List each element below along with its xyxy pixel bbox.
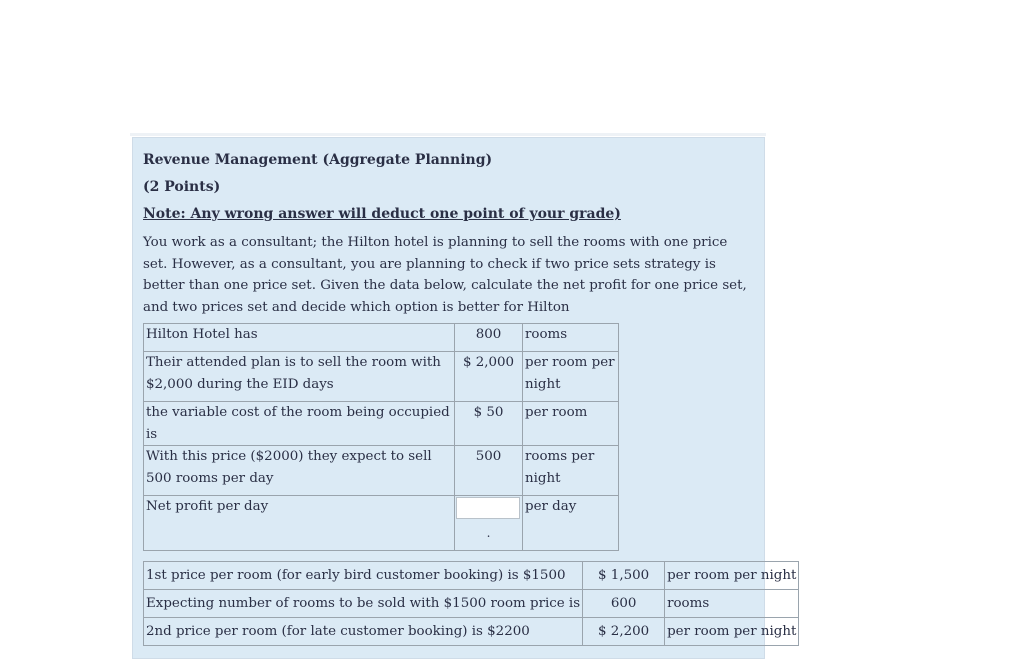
row-unit: rooms per night xyxy=(523,446,619,496)
row-value: $ 50 xyxy=(455,402,523,446)
answer-cell xyxy=(455,496,523,551)
row-unit: per room per night xyxy=(523,352,619,402)
table-row xyxy=(144,618,799,646)
row-label: With this price ($2000) they expect to sell 500 rooms per day xyxy=(144,446,455,496)
row-unit: per day xyxy=(523,496,619,551)
row-label: Hilton Hotel has xyxy=(144,324,455,352)
row-label: 1st price per room (for early bird customer booking) is $1500 xyxy=(144,562,583,590)
row-label: 2nd price per room (for late customer booking) is $2200 xyxy=(144,618,583,646)
row-value: 800 xyxy=(455,324,523,352)
question-text: You work as a consultant; the Hilton hotel is planning to sell the rooms with one price set. However, as a consultant, you are planning to check if two price sets strategy is better than one price set. Given the data below, calculate the net profit for one price set, and two prices set and decide which option is better for Hilton xyxy=(143,235,747,316)
panel-top-border xyxy=(130,133,766,136)
table-row xyxy=(144,496,619,551)
two-price-table xyxy=(143,561,799,646)
question-title: Revenue Management (Aggregate Planning) xyxy=(143,152,493,168)
table-row xyxy=(144,446,619,496)
net-profit-input[interactable] xyxy=(456,497,520,519)
row-unit: rooms xyxy=(665,590,799,618)
row-value: 500 xyxy=(455,446,523,496)
row-value: $ 1,500 xyxy=(583,562,665,590)
row-label: Their attended plan is to sell the room with $2,000 during the EID days xyxy=(144,352,455,402)
row-unit: per room xyxy=(523,402,619,446)
table-row xyxy=(144,562,799,590)
question-note: Note: Any wrong answer will deduct one point of your grade) xyxy=(143,206,621,222)
table-row xyxy=(144,352,619,402)
table-row xyxy=(144,590,799,618)
question-points: (2 Points) xyxy=(143,179,221,195)
row-value: $ 2,200 xyxy=(583,618,665,646)
row-unit: rooms xyxy=(523,324,619,352)
row-value: $ 2,000 xyxy=(455,352,523,402)
row-label: Expecting number of rooms to be sold with $1500 room price is xyxy=(144,590,583,618)
row-unit: per room per night xyxy=(665,562,799,590)
table-row xyxy=(144,402,619,446)
row-label: the variable cost of the room being occupied is xyxy=(144,402,455,446)
row-value: 600 xyxy=(583,590,665,618)
one-price-table xyxy=(143,323,619,551)
row-unit: per room per night xyxy=(665,618,799,646)
dot-mark: . xyxy=(486,526,491,540)
table-row xyxy=(144,324,619,352)
row-label: Net profit per day xyxy=(144,496,455,551)
